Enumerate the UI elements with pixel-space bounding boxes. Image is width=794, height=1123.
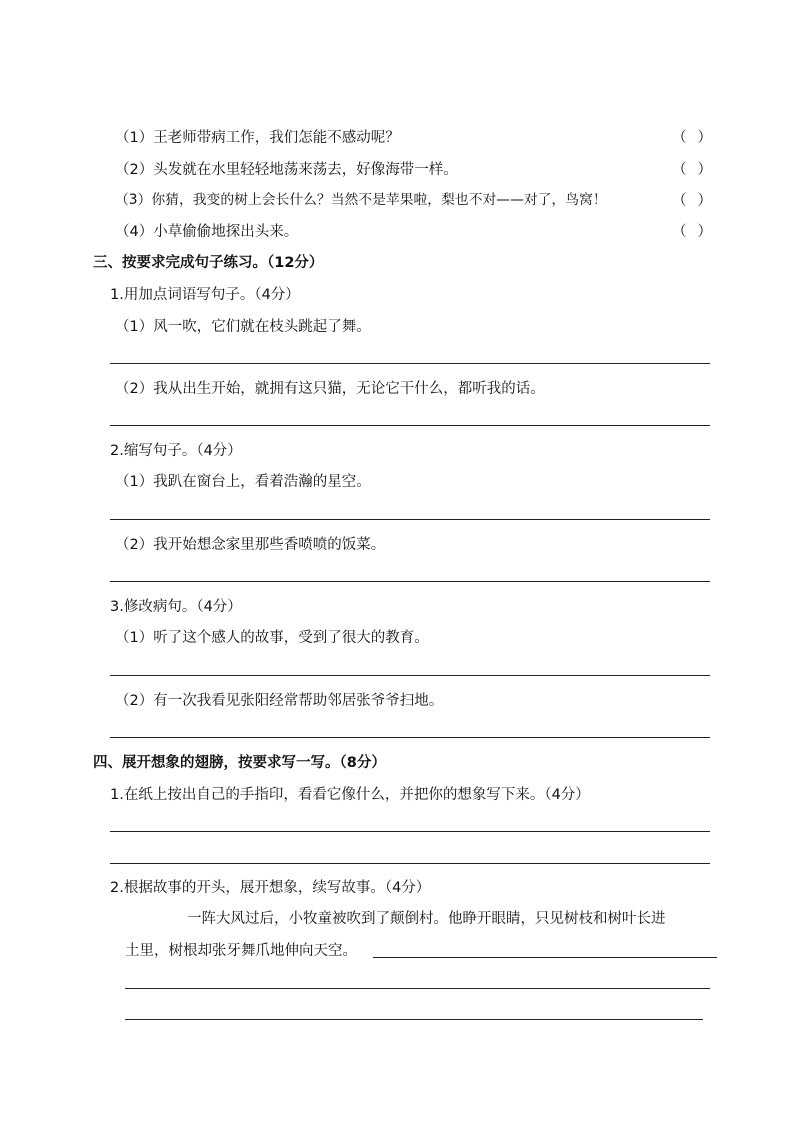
judge-item-4: （4）小草偷偷地探出头来。 (115, 224, 299, 240)
answer-line[interactable] (110, 363, 710, 364)
q3-title: 3.修改病句。（4分） (110, 599, 242, 615)
answer-paren-4[interactable]: （ ） (672, 224, 712, 240)
answer-line[interactable] (110, 831, 710, 832)
q3-item-2: （2）有一次我看见张阳经常帮助邻居张爷爷扫地。 (115, 693, 444, 709)
q2-item-2: （2）我开始想念家里那些香喷喷的饭菜。 (115, 537, 386, 553)
answer-line[interactable] (110, 675, 710, 676)
answer-line[interactable] (373, 957, 717, 958)
section4-title: 四、展开想象的翅膀，按要求写一写。（8分） (93, 755, 386, 771)
answer-line[interactable] (110, 863, 710, 864)
story-line-1: 一阵大风过后，小牧童被吹到了颠倒村。他睁开眼睛，只见树枝和树叶长进 (187, 911, 666, 927)
s4-q2-title: 2.根据故事的开头，展开想象，续写故事。（4分） (110, 880, 431, 896)
s4-q1-title: 1.在纸上按出自己的手指印，看看它像什么，并把你的想象写下来。（4分） (110, 787, 590, 803)
q1-title: 1.用加点词语写句子。（4分） (110, 287, 300, 303)
q2-title: 2.缩写句子。（4分） (110, 443, 242, 459)
judge-item-1: （1）王老师带病工作，我们怎能不感动呢？ (115, 130, 400, 146)
answer-line[interactable] (125, 988, 710, 989)
q2-item-1: （1）我趴在窗台上，看着浩瀚的星空。 (115, 474, 371, 490)
answer-line[interactable] (125, 1019, 703, 1020)
judge-item-2: （2）头发就在水里轻轻地荡来荡去，好像海带一样。 (115, 162, 458, 178)
judge-item-3: （3）你猜，我变的树上会长什么？当然不是苹果啦，梨也不对——对了，鸟窝！ (115, 192, 607, 208)
q1-item-2: （2）我从出生开始，就拥有这只猫，无论它干什么，都听我的话。 (115, 381, 545, 397)
answer-line[interactable] (110, 581, 710, 582)
answer-paren-2[interactable]: （ ） (672, 162, 712, 178)
answer-line[interactable] (110, 737, 710, 738)
story-line-2: 土里，树根却张牙舞爪地伸向天空。 (125, 943, 357, 959)
q3-item-1: （1）听了这个感人的故事，受到了很大的教育。 (115, 630, 429, 646)
q1-item-1: （1）风一吹，它们就在枝头跳起了舞。 (115, 319, 371, 335)
answer-paren-1[interactable]: （ ） (672, 130, 712, 146)
answer-line[interactable] (110, 425, 710, 426)
section3-title: 三、按要求完成句子练习。（12分） (93, 255, 324, 271)
answer-line[interactable] (110, 519, 710, 520)
answer-paren-3[interactable]: （ ） (672, 193, 712, 209)
